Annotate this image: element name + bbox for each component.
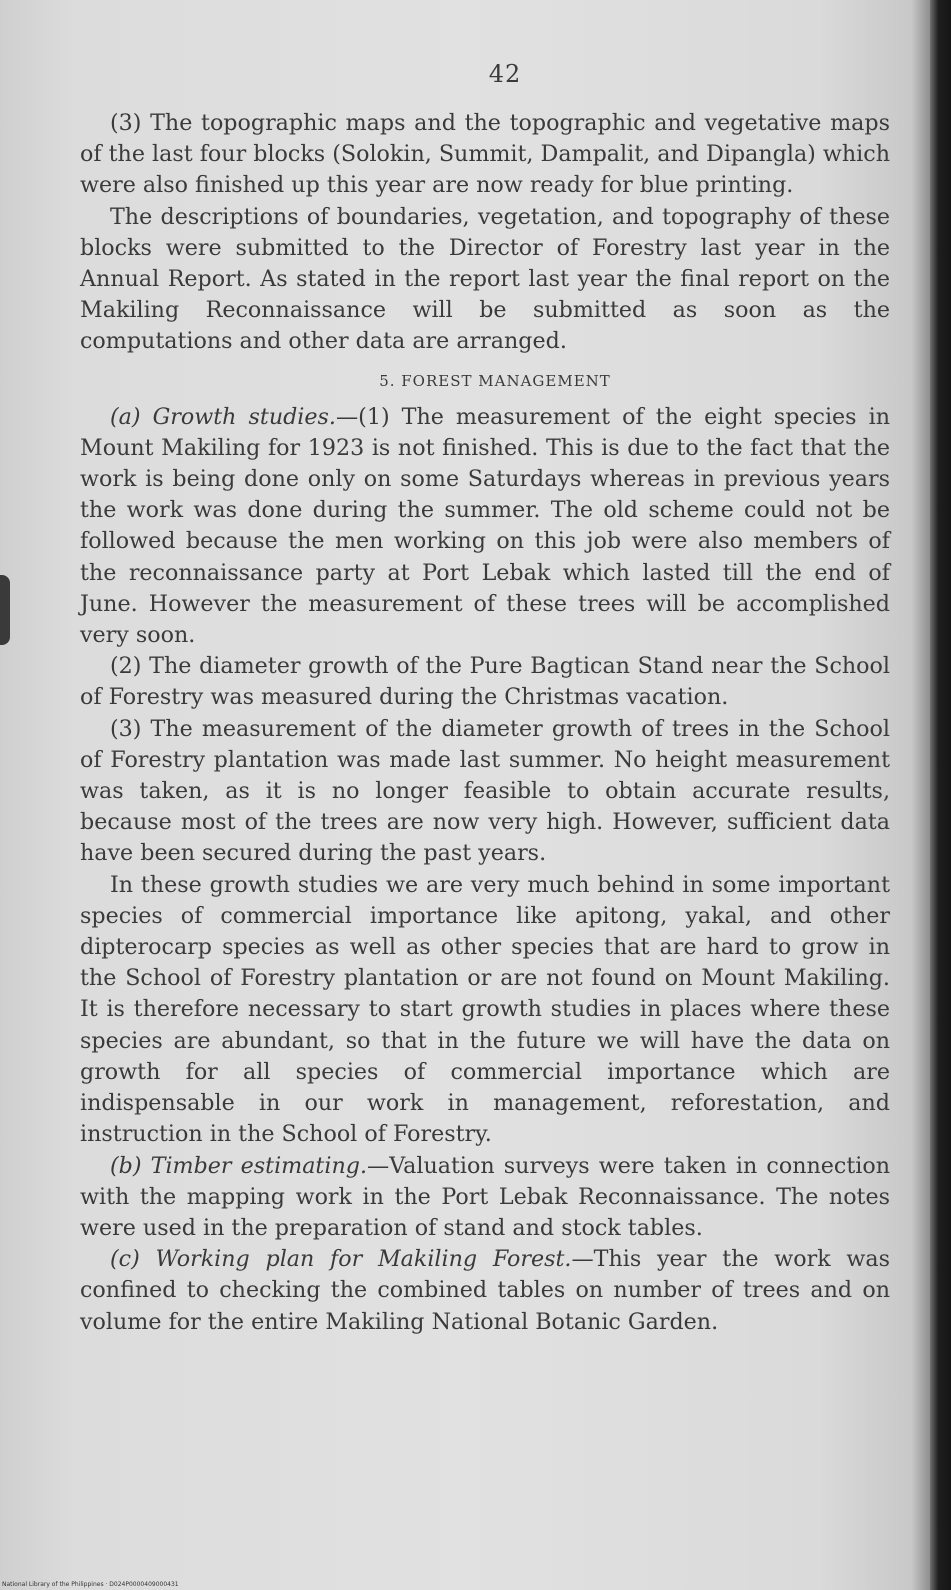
timber-text: —Valuation surveys were taken in connection with the mapping work in the Port Lebak Reconnaissance. The notes were used in the preparation of stand and stock tables. bbox=[80, 1152, 890, 1241]
growth-studies-text: —(1) The measurement of the eight species in Mount Makiling for 1923 is not finished. This is due to the fact that the work is being done only on some Saturdays whereas in previous years the work was done during the summer. The old scheme could not be followed because the men working on this job were also members of the reconnaissance party at Port Lebak which lasted till the end of June. However the measurement of these trees will be accomplished very soon. bbox=[80, 403, 891, 649]
paragraph-descriptions: The descriptions of boundaries, vegetation, and topography of these blocks were submitted to the Director of Forestry last year in the Annual Report. As stated in the report last year the final report on the Makiling Reconnaissance will be submitted as soon as the computations and other data are arranged. bbox=[80, 203, 890, 355]
working-plan-text: —This year the work was confined to checking the combined tables on number of trees and on volume for the entire Makiling National Botanic Garden. bbox=[80, 1246, 890, 1335]
paragraph-working-plan bbox=[80, 1244, 890, 1338]
archive-credit: National Library of the Philippines · D024P0000409000431 bbox=[2, 1581, 179, 1588]
page-number: 42 bbox=[488, 60, 522, 88]
section-heading: 5. FOREST MANAGEMENT bbox=[379, 371, 611, 390]
book-spine-edge bbox=[930, 0, 951, 1590]
binding-mark bbox=[0, 575, 10, 645]
paragraph-growth-studies bbox=[80, 402, 890, 652]
working-plan-lead: (c) Working plan for Makiling Forest. bbox=[110, 1246, 572, 1273]
growth-studies-lead: (a) Growth studies. bbox=[110, 403, 336, 430]
timber-lead: (b) Timber estimating. bbox=[110, 1152, 367, 1179]
paragraph-timber-estimating bbox=[80, 1151, 890, 1245]
paragraph-bagtican: (2) The diameter growth of the Pure Bagtican Stand near the School of Forestry was measured during the Christmas vacation. bbox=[80, 653, 890, 711]
paragraph-diameter-growth: (3) The measurement of the diameter growth of trees in the School of Forestry plantation was made last summer. No height measurement was taken, as it is no longer feasible to obtain accurate results, because most of the trees are now very high. However, sufficient data have been secured during the past years. bbox=[80, 715, 890, 867]
paragraph-topographic-maps: (3) The topographic maps and the topographic and vegetative maps of the last four blocks (Solokin, Summit, Dampalit, and Dipangla) which were also finished up this year are now ready for blue printing. bbox=[80, 110, 890, 199]
paragraph-behind-species: In these growth studies we are very much behind in some important species of commercial importance like apitong, yakal, and other dipterocarp species as well as other species that are hard to grow in the School of Forestry plantation or are not found on Mount Makiling. It is therefore necessary to start growth studies in places where these species are abundant, so that in the future we will have the data on growth for all species of commercial importance which are indispensable in our work in management, reforestation, and instruction in the School of Forestry. bbox=[80, 871, 890, 1148]
